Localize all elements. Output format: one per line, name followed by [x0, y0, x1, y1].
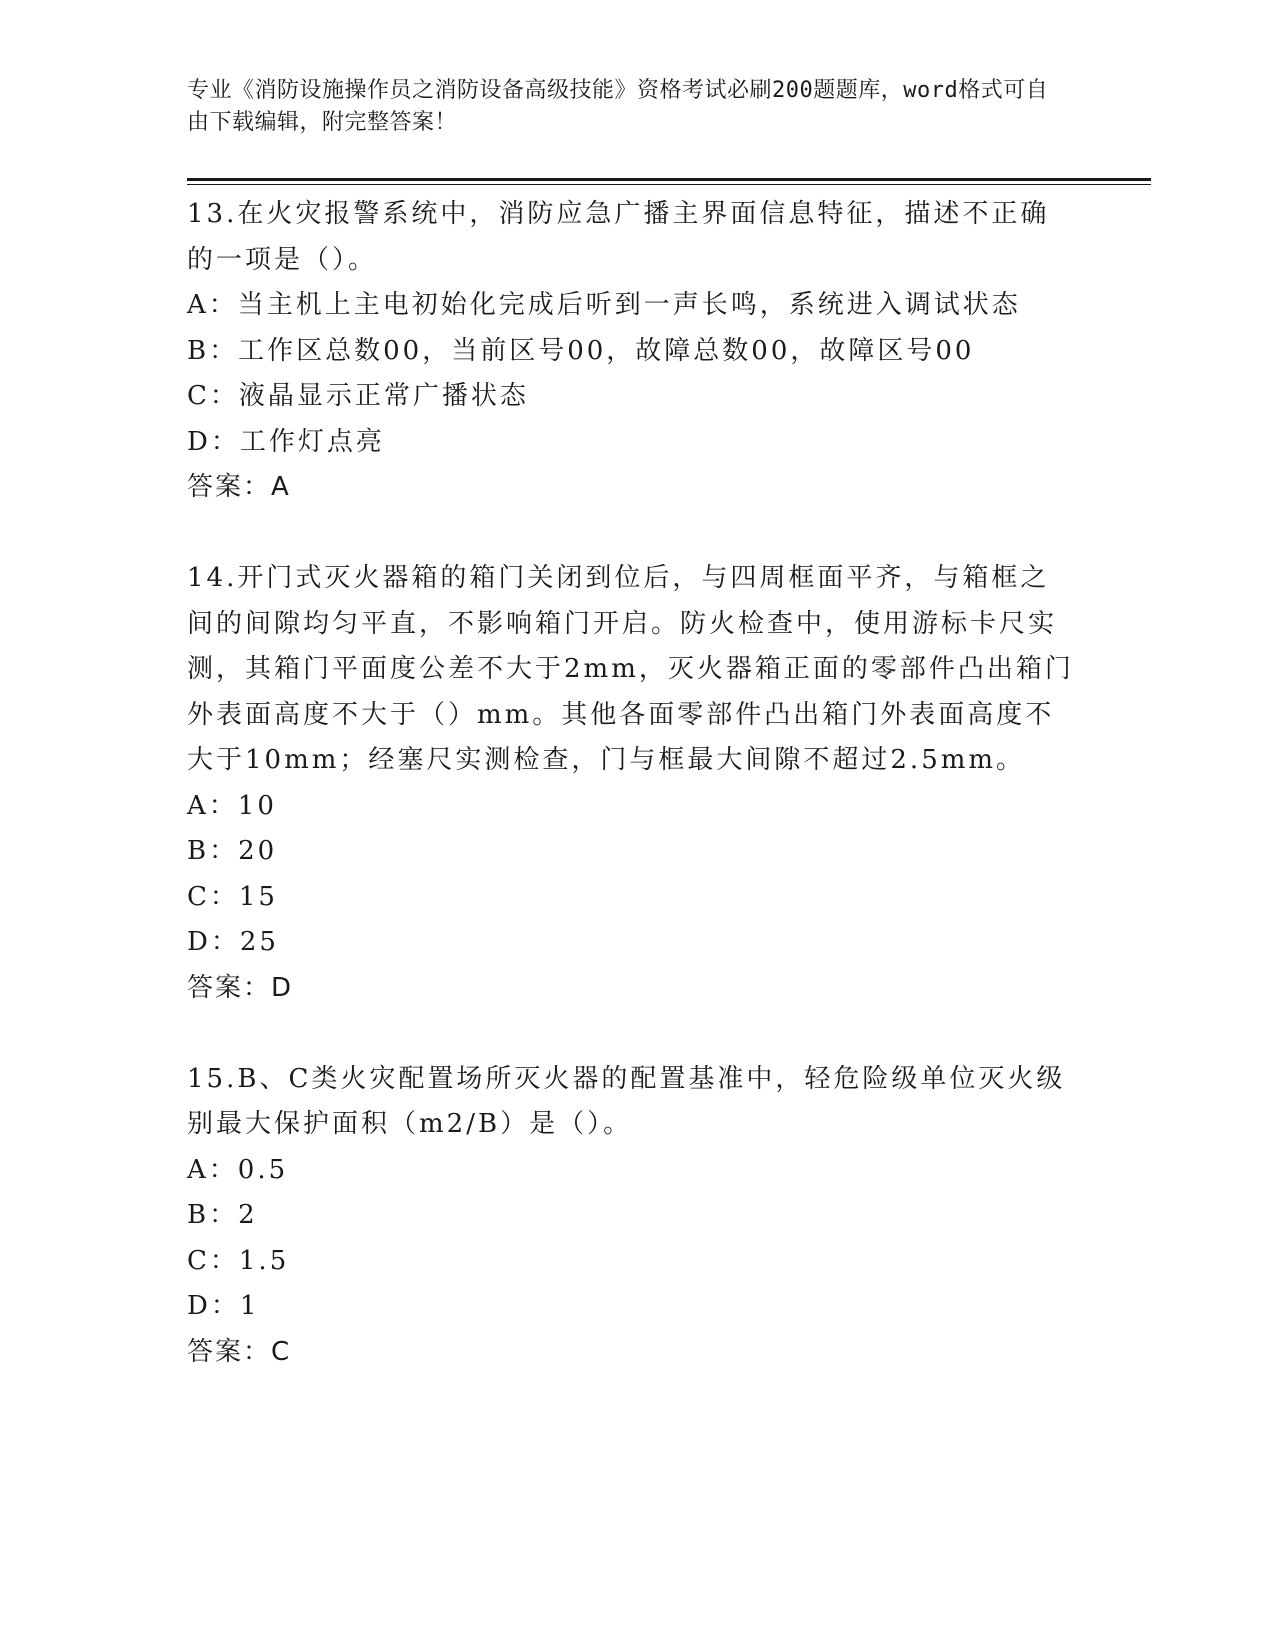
option-c: C：1.5	[187, 1245, 290, 1276]
answer-line: 答案：C	[187, 1336, 292, 1367]
option-d: D：1	[187, 1291, 260, 1321]
option-d: D：工作灯点亮	[187, 426, 385, 457]
question-spacer	[187, 511, 1077, 557]
document-header: 专业《消防设施操作员之消防设备高级技能》资格考试必刷200题题库，word格式可自由下载编辑，附完整答案！	[187, 78, 1049, 135]
option-a: A：10	[187, 790, 277, 821]
option-b: B：20	[187, 836, 278, 866]
question-spacer	[187, 1011, 1077, 1057]
option-c: C：15	[187, 881, 278, 912]
option-a: A：0.5	[187, 1154, 289, 1185]
header-divider-thin	[187, 184, 1151, 185]
header-divider-thick	[187, 178, 1151, 181]
option-b: B：2	[187, 1200, 258, 1230]
question-14	[187, 556, 1077, 1011]
question-13	[187, 192, 1077, 511]
question-list	[187, 192, 1077, 1375]
option-c: C：液晶显示正常广播状态	[187, 381, 529, 411]
question-15	[187, 1057, 1077, 1376]
option-b: B：工作区总数00，当前区号00，故障总数00，故障区号00	[187, 335, 975, 366]
answer-line: 答案：D	[187, 972, 294, 1003]
question-stem: 14.开门式灭火器箱的箱门关闭到位后，与四周框面平齐，与箱框之间的间隙均匀平直，不影响箱门开启。防火检查中，使用游标卡尺实测，其箱门平面度公差不大于2mm，灭火器箱正面的零部件凸出箱门外表面高度不大于（）mm。其他各面零部件凸出箱门外表面高度不大于10mm；经塞尺实测检查，门与框最大间隙不超过2.5mm。	[187, 563, 1074, 775]
option-a: A：当主机上主电初始化完成后听到一声长鸣，系统进入调试状态	[187, 290, 1021, 320]
question-stem: 15.B、C类火灾配置场所灭火器的配置基准中，轻危险级单位灭火级别最大保护面积（m2/B）是（）。	[187, 1063, 1066, 1139]
option-d: D：25	[187, 927, 279, 957]
question-stem: 13.在火灾报警系统中，消防应急广播主界面信息特征，描述不正确的一项是（）。	[187, 199, 1050, 275]
answer-line: 答案：A	[187, 472, 291, 502]
